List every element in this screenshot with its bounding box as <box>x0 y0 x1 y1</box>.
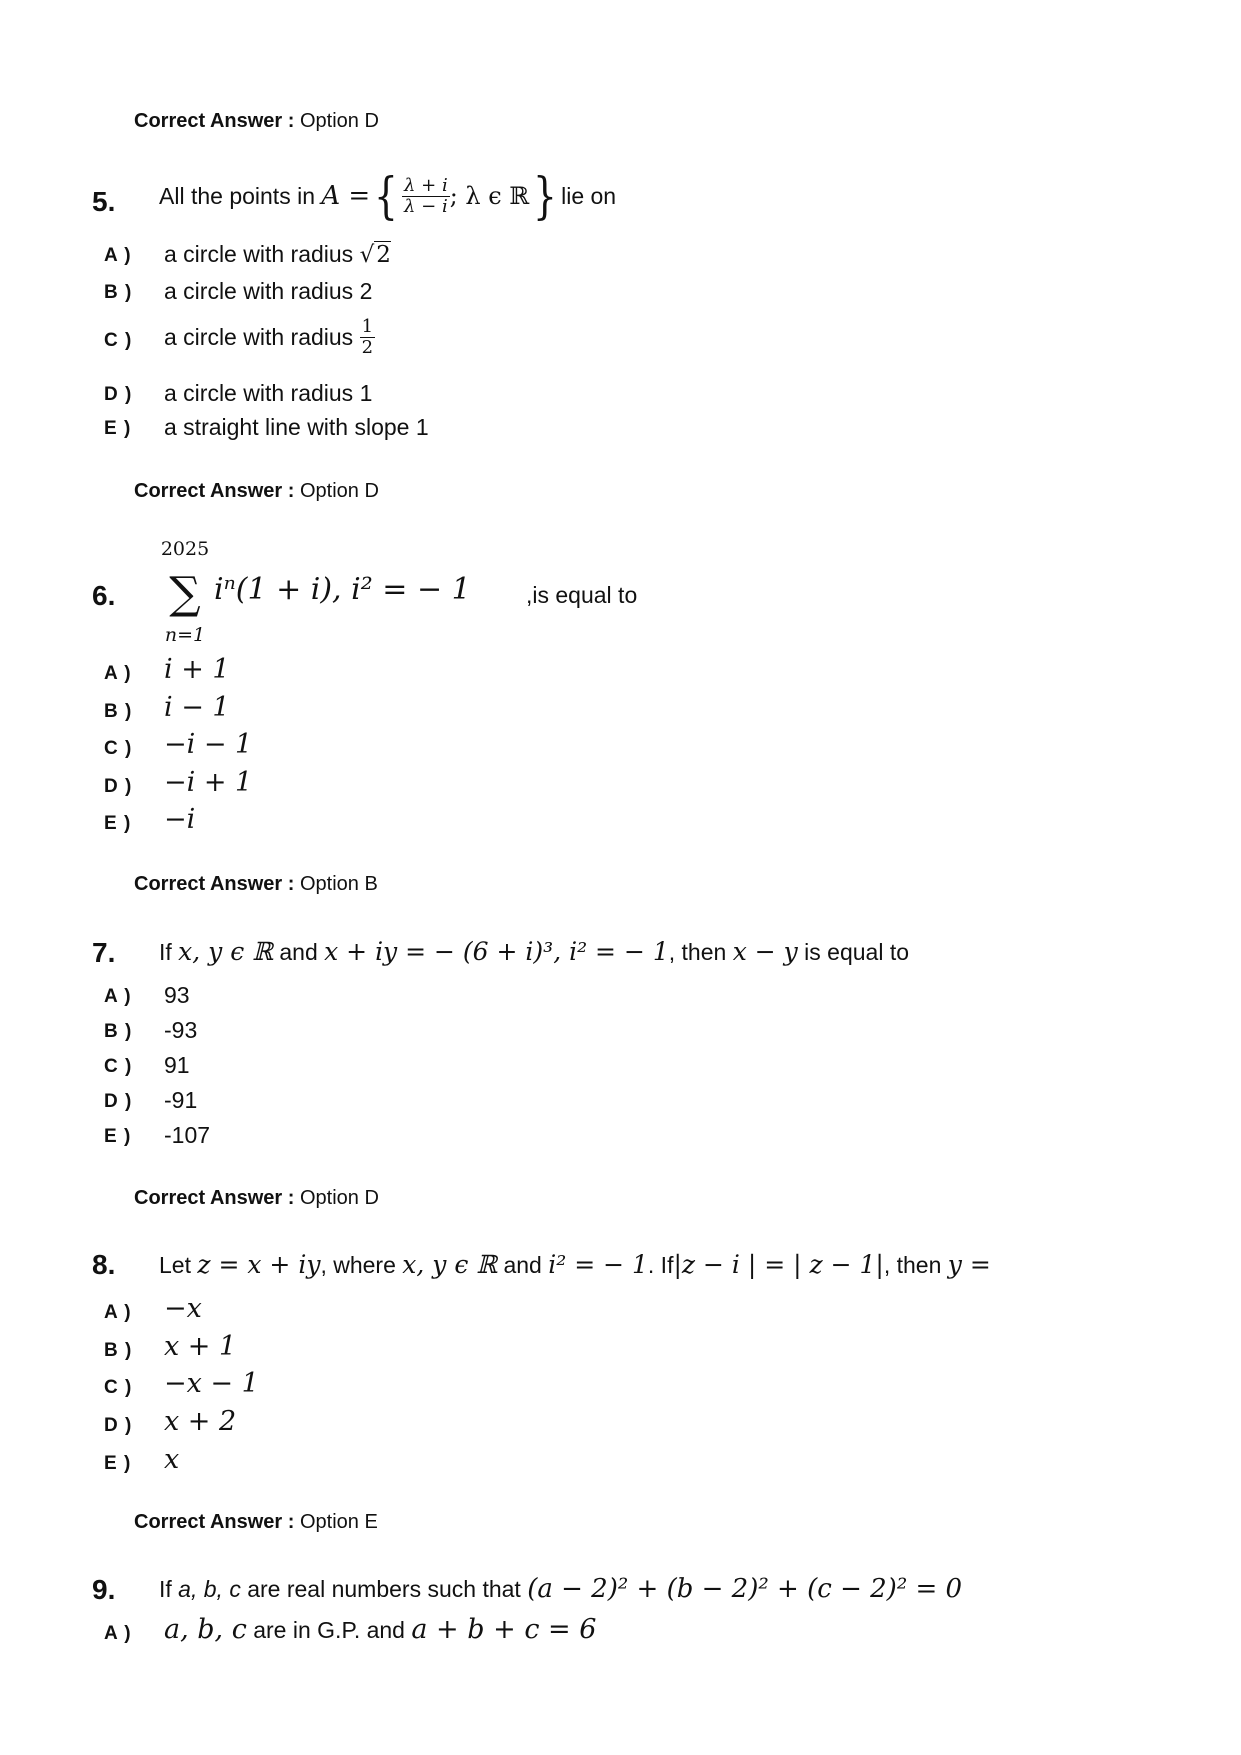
correct-answer-q7 <box>134 1187 379 1210</box>
q7-option-d-label: D ) <box>104 1091 133 1112</box>
q6-option-a-label: A ) <box>104 663 132 684</box>
question-number-5: 5. <box>92 186 116 217</box>
q7-text-4: is equal to <box>804 939 910 965</box>
q8-option-a[interactable]: −x <box>164 1293 202 1324</box>
q9-text-1: If <box>159 1576 172 1602</box>
q5-option-c[interactable] <box>164 312 375 362</box>
q8-text-4: . If <box>647 1252 674 1278</box>
q6-sum-upper: 2025 <box>160 538 210 560</box>
q5-option-c-label: C ) <box>104 330 133 351</box>
q5-text-after: lie on <box>561 182 617 209</box>
correct-answer-label: Correct Answer : <box>134 110 295 132</box>
question-text-5 <box>159 166 616 226</box>
correct-answer-q5 <box>134 480 379 503</box>
q6-option-d-label: D ) <box>104 776 133 797</box>
q6-option-e-label: E ) <box>104 813 132 834</box>
correct-answer-q4 <box>134 110 379 133</box>
q5-frac-den: λ − i <box>404 195 448 217</box>
q7-math-2: x + iy = − (6 + i)³, i² = − 1 <box>324 937 669 966</box>
q8-option-e[interactable]: x <box>164 1444 180 1475</box>
q7-text-2: and <box>279 939 318 965</box>
correct-answer-label: Correct Answer : <box>134 873 295 895</box>
q8-math-4: |z − i | = | z − 1| <box>673 1250 884 1279</box>
q9-option-a[interactable] <box>164 1614 596 1645</box>
correct-answer-q6 <box>134 873 378 896</box>
q6-option-b[interactable]: i − 1 <box>164 692 230 723</box>
q5-right-brace: } <box>533 167 558 225</box>
question-number-8: 8. <box>92 1249 116 1280</box>
q5-fraction <box>402 176 450 217</box>
q9-option-a-label: A ) <box>104 1623 132 1644</box>
q7-option-b[interactable]: -93 <box>164 1017 198 1043</box>
question-number-6: 6. <box>92 580 116 611</box>
q7-option-b-label: B ) <box>104 1021 133 1042</box>
q9-text-2: are real numbers such that <box>247 1576 521 1602</box>
q9-vars: a, b, c <box>178 1576 241 1602</box>
q8-math-3: i² = − 1 <box>548 1250 648 1279</box>
q7-option-a-label: A ) <box>104 986 132 1007</box>
q7-text-1: If <box>159 939 172 965</box>
q6-expression: iⁿ(1 + i), i² = − 1 <box>214 572 471 607</box>
q5-option-d[interactable]: a circle with radius 1 <box>164 380 373 406</box>
q9-math-1: (a − 2)² + (b − 2)² + (c − 2)² = 0 <box>527 1574 963 1604</box>
q5-option-c-text: a circle with radius <box>164 323 354 350</box>
q5-option-b[interactable]: a circle with radius 2 <box>164 278 373 304</box>
q6-text-after: ,is equal to <box>526 582 638 608</box>
q5-condition: ; λ ϵ ℝ <box>449 182 530 210</box>
correct-answer-value: Option D <box>299 1187 379 1209</box>
q5-option-e-label: E ) <box>104 418 132 439</box>
q8-option-e-label: E ) <box>104 1453 132 1474</box>
q9-option-a-math-1: a, b, c <box>164 1614 247 1645</box>
q7-math-1: x, y ϵ ℝ <box>178 937 273 966</box>
q5-option-a-label: A ) <box>104 245 132 266</box>
correct-answer-value: Option E <box>299 1511 378 1533</box>
q6-option-c-label: C ) <box>104 738 133 759</box>
q8-option-c[interactable]: −x − 1 <box>164 1368 259 1399</box>
question-number-9: 9. <box>92 1574 116 1605</box>
q5-option-d-label: D ) <box>104 384 133 405</box>
q7-option-e-label: E ) <box>104 1126 132 1147</box>
q8-math-5: y = <box>947 1250 991 1279</box>
q7-option-a[interactable]: 93 <box>164 982 190 1008</box>
correct-answer-label: Correct Answer : <box>134 1187 295 1209</box>
q8-option-c-label: C ) <box>104 1377 133 1398</box>
correct-answer-value: Option B <box>299 873 378 895</box>
q8-text-2: , where <box>320 1252 396 1278</box>
q8-math-1: z = x + iy <box>197 1250 321 1279</box>
question-text-8 <box>159 1250 991 1279</box>
sqrt-symbol: √2 <box>359 242 391 268</box>
q9-option-a-text: are in G.P. and <box>253 1617 405 1643</box>
q9-option-a-math-2: a + b + c = 6 <box>411 1614 597 1645</box>
question-text-9 <box>159 1574 962 1604</box>
q5-frac-num: λ + i <box>404 174 448 196</box>
q7-option-c-label: C ) <box>104 1056 133 1077</box>
q8-option-b-label: B ) <box>104 1340 133 1361</box>
question-text-7 <box>159 937 909 966</box>
q6-sum-lower: n=1 <box>164 624 206 646</box>
q7-text-3: , then <box>668 939 727 965</box>
q6-option-d[interactable]: −i + 1 <box>164 767 253 798</box>
q5-option-c-frac-den: 2 <box>361 336 374 358</box>
q6-option-b-label: B ) <box>104 701 133 722</box>
q8-text-3: and <box>503 1252 542 1278</box>
correct-answer-label: Correct Answer : <box>134 1511 295 1533</box>
q8-text-5: , then <box>883 1252 942 1278</box>
correct-answer-label: Correct Answer : <box>134 480 295 502</box>
q5-left-brace: { <box>374 167 399 225</box>
q7-option-c[interactable]: 91 <box>164 1052 190 1078</box>
q8-option-b[interactable]: x + 1 <box>164 1331 237 1362</box>
correct-answer-q8 <box>134 1511 378 1534</box>
q8-text-1: Let <box>159 1252 191 1278</box>
q8-option-d-label: D ) <box>104 1415 133 1436</box>
q5-option-a-sqrt-value: 2 <box>376 242 391 268</box>
q5-text-before: All the points in <box>159 182 315 209</box>
correct-answer-value: Option D <box>299 480 379 502</box>
q5-option-e[interactable]: a straight line with slope 1 <box>164 414 429 440</box>
q8-math-2: x, y ϵ ℝ <box>402 1250 498 1279</box>
q8-option-a-label: A ) <box>104 1302 132 1323</box>
q5-option-c-fraction <box>360 317 375 358</box>
question-number-7: 7. <box>92 937 116 968</box>
q5-option-a-text: a circle with radius <box>164 241 354 267</box>
q6-option-a[interactable]: i + 1 <box>164 654 230 685</box>
q7-math-3: x − y <box>732 937 798 966</box>
q7-option-e[interactable]: -107 <box>164 1122 211 1148</box>
q8-option-d[interactable]: x + 2 <box>164 1406 237 1437</box>
q6-option-c[interactable]: −i − 1 <box>164 729 253 760</box>
q5-option-a[interactable] <box>164 241 391 268</box>
q5-option-b-label: B ) <box>104 282 133 303</box>
summation-icon: ∑ <box>169 568 201 619</box>
q6-option-e[interactable]: −i <box>164 804 196 835</box>
q7-option-d[interactable]: -91 <box>164 1087 198 1113</box>
correct-answer-value: Option D <box>299 110 379 132</box>
q5-option-c-frac-num: 1 <box>361 315 374 337</box>
q5-math-lhs: A = <box>321 181 371 211</box>
